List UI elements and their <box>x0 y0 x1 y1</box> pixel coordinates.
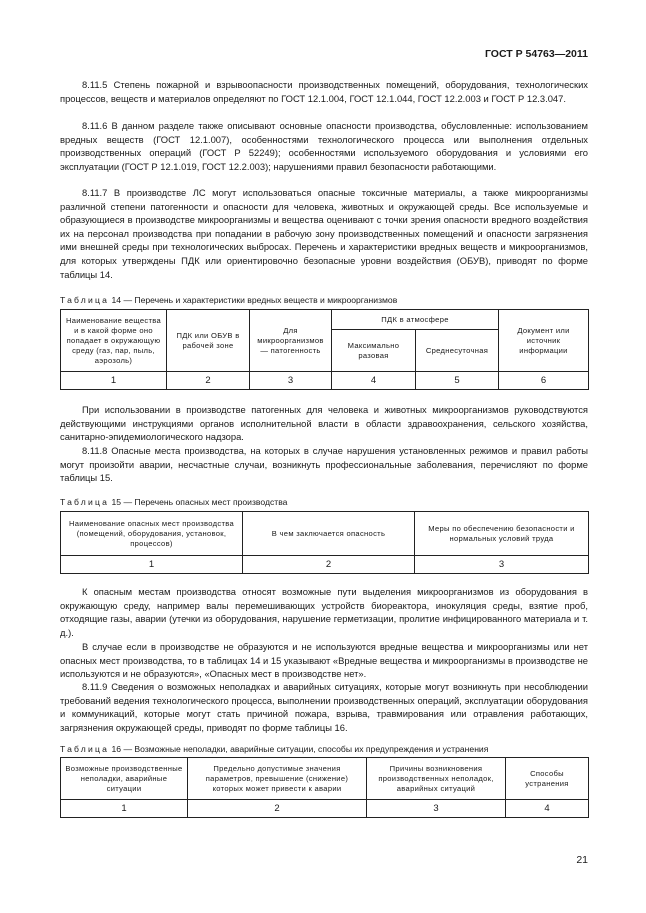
t16-col-number: 4 <box>506 800 589 818</box>
t14-header-pdk-work-zone: ПДК или ОБУВ в рабочей зоне <box>167 310 250 372</box>
table-16-caption-text: 16 — Возможные неполадки, аварийные ситуации, способы их предупреждения и устранения <box>111 744 489 754</box>
t15-col-number: 3 <box>415 556 589 574</box>
t14-col-number: 2 <box>167 372 250 390</box>
t14-header-source: Документ или источник информации <box>499 310 589 372</box>
table-14-caption-text: 14 — Перечень и характеристики вредных веществ и микроорганизмов <box>111 295 398 305</box>
paragraph-8-11-8: 8.11.8 Опасные места производства, на которых в случае нарушения установленных режимов и правил работы могут произойти аварии, несчастные случаи, возникнуть профессиональные заболевания, перечисляют по форме таблицы 15. <box>60 445 588 484</box>
paragraph-8-11-9: 8.11.9 Сведения о возможных неполадках и аварийных ситуациях, которые могут возникнуть при несоблюдении требований ведения технологического процесса, выполнении производственных операций, эксплуатации оборудования и коммуникаций, которые могут стать причиной пожара, взрыва, травмирования или отравления работающих, загрязнения окружающей среды, приводят по форме таблицы 16. <box>60 681 588 733</box>
t16-header-remedies: Способы устранения <box>506 758 589 800</box>
t14-col-number: 5 <box>416 372 499 390</box>
t15-header-safety-measures: Меры по обеспечению безопасности и нормальных условий труда <box>415 512 589 556</box>
t16-col-number: 3 <box>367 800 506 818</box>
t15-col-number: 1 <box>61 556 243 574</box>
table-14-caption-label: Таблица <box>60 295 110 305</box>
t16-header-malfunctions: Возможные производственные неполадки, аварийные ситуации <box>61 758 188 800</box>
table-15-caption <box>60 497 287 508</box>
table-15-caption-label: Таблица <box>60 497 110 507</box>
t14-col-number: 3 <box>250 372 332 390</box>
standard-designation: ГОСТ Р 54763—2011 <box>484 48 588 60</box>
t15-header-hazard: В чем заключается опасность <box>243 512 415 556</box>
table-16 <box>60 757 589 818</box>
table-16-caption-label: Таблица <box>60 744 110 754</box>
page-number: 21 <box>576 854 588 866</box>
t15-col-number: 2 <box>243 556 415 574</box>
t16-header-causes: Причины возникновения производственных неполадок, аварийных ситуаций <box>367 758 506 800</box>
table-16-caption <box>60 744 488 755</box>
paragraph-8-11-6: 8.11.6 В данном разделе также описывают основные опасности производства, обусловленные: использованием вредных веществ (ГОСТ 12.1.007), особенностями технологического процесса или выполнения отдельных производственных операций (ГОСТ Р 52249); особенностями используемого оборудования и условиями его эксплуатации (ГОСТ Р 12.1.019, ГОСТ 12.2.003); нарушениями правил безопасности работающими. <box>60 120 588 172</box>
t14-col-number: 4 <box>332 372 416 390</box>
t14-col-number: 1 <box>61 372 167 390</box>
paragraph-8-11-7: 8.11.7 В производстве ЛС могут использоваться опасные токсичные материалы, а также микроорганизмы различной степени патогенности и опасности для человека, животных и окружающей среды. Все используемые и образующиеся в производстве микроорганизмы и вещества оценивают с точки зрения опасности вредного воздействия их на персонал производства при попадании в рабочую зону производственных помещений и опасности загрязнения ими внешней среды при технологических выбросах. Перечень и характеристики вредных веществ и микроорганизмов, для которых утверждены ПДК или ориентировочно безопасные уровни воздействия (ОБУВ), приводят по форме таблицы 14. <box>60 187 588 280</box>
t14-header-max-single: Максимально разовая <box>332 330 416 372</box>
table-14-caption <box>60 295 397 306</box>
t14-header-pdk-atmosphere: ПДК в атмосфере <box>332 310 499 330</box>
t14-header-daily-average: Среднесуточная <box>416 330 499 372</box>
table-15-caption-text: 15 — Перечень опасных мест производства <box>111 497 288 507</box>
paragraph-no-hazards: В случае если в производстве не образуются и не используются вредные вещества и микроорганизмы или нет опасных мест производства, то в таблицах 14 и 15 указывают «Вредные вещества и микроорганизмы в производстве не используются и не образуются», «Опасных мест в производстве нет». <box>60 641 588 680</box>
t16-header-limit-values: Предельно допустимые значения параметров, превышение (снижение) которых может привести к аварии <box>188 758 367 800</box>
t14-header-pathogenicity: Для микроорганизмов — патогенность <box>250 310 332 372</box>
t16-col-number: 2 <box>188 800 367 818</box>
t16-col-number: 1 <box>61 800 188 818</box>
t14-col-number: 6 <box>499 372 589 390</box>
paragraph-8-11-5: 8.11.5 Степень пожарной и взрывоопасности производственных помещений, оборудования, технологических процессов, веществ и материалов определяют по ГОСТ 12.1.004, ГОСТ 12.1.044, ГОСТ 12.2.003 и ГОСТ Р 12.3.047. <box>60 79 588 104</box>
table-14 <box>60 309 589 390</box>
paragraph-hazard-places: К опасным местам производства относят возможные пути выделения микроорганизмов из оборудования в окружающую среду, например валы перемешивающих устройств биореактора, инокуляция среды, взятие проб, отходящие газы, аварии (утечки из оборудования, нарушение герметизации, пролитие инфицированного материала и т. д.). <box>60 586 588 638</box>
table-15 <box>60 511 589 574</box>
paragraph-pathogens: При использовании в производстве патогенных для человека и животных микроорганизмов руководствуются действующими инструкциями органов исполнительной власти в области здравоохранения, сельского хозяйства, санитарно-эпидемиологического надзора. <box>60 404 588 443</box>
t14-header-substance: Наименование вещества и в какой форме оно попадает в окружающую среду (газ, пар, пыль, аэрозоль) <box>61 310 167 372</box>
t15-header-hazard-place: Наименование опасных мест производства (помещений, оборудования, установок, процессов) <box>61 512 243 556</box>
